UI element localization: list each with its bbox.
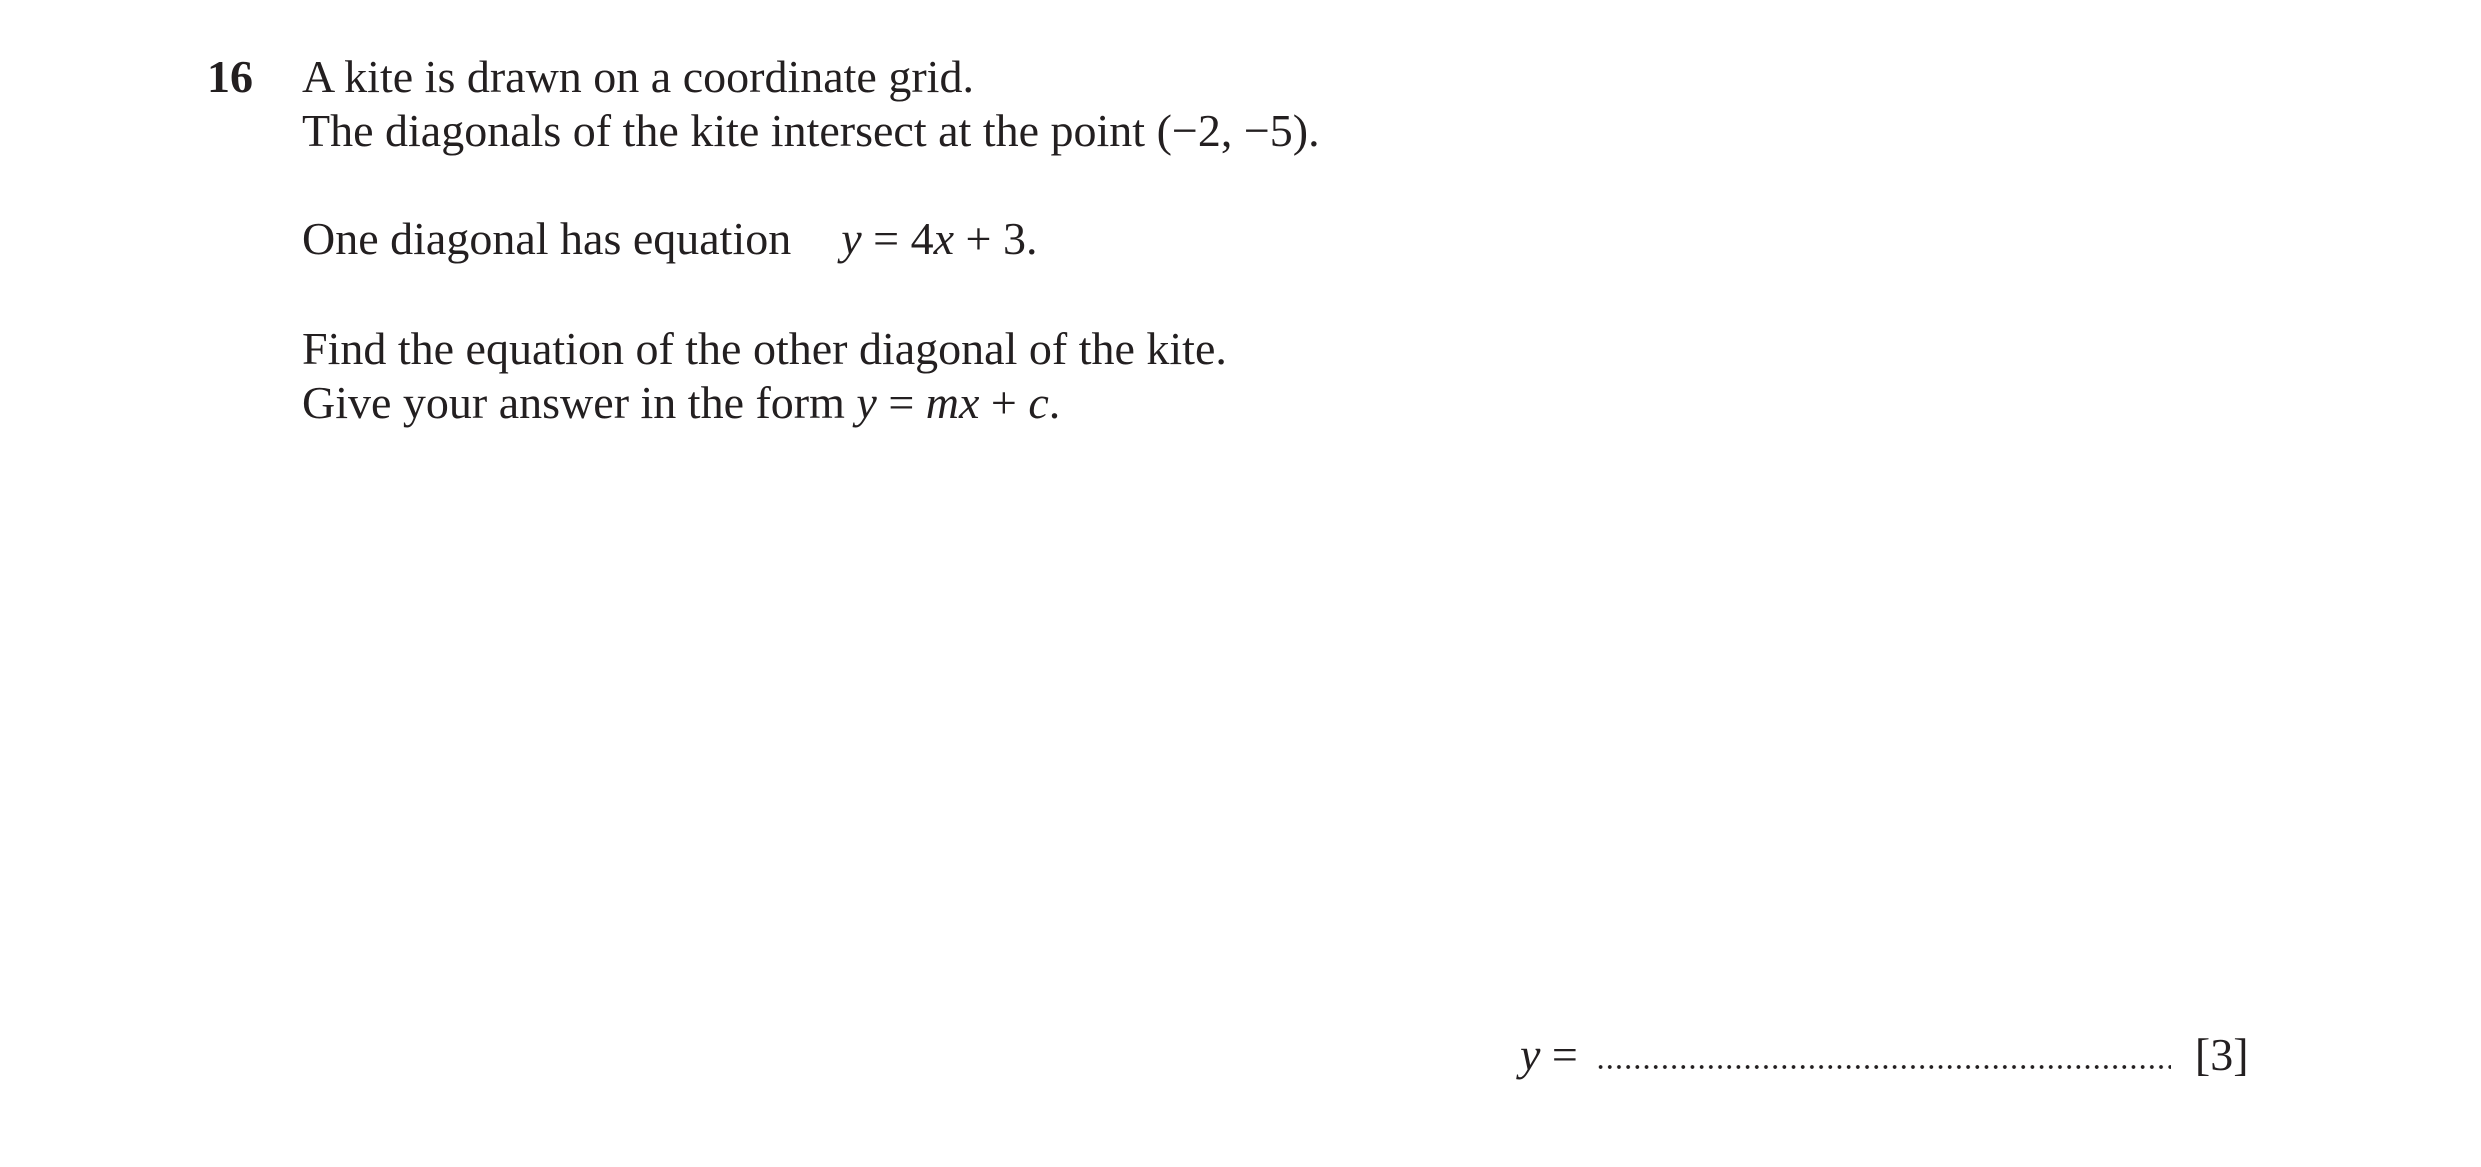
form-equals: = [876,377,926,428]
equation-variable-x: x [933,213,955,264]
form-mx: mx [925,377,980,428]
form-c: c [1028,377,1049,428]
question-line-3 [302,206,1038,272]
answer-form-text: Give your answer in the form [302,377,857,428]
equation-constant: + 3. [954,213,1038,264]
form-plus: + [979,377,1029,428]
question-line-4: Find the equation of the other diagonal of the kite. [302,323,1227,374]
answer-equals: = [1540,1029,1578,1080]
question-line-5 [302,370,1060,436]
equation-variable-y: y [841,213,862,264]
answer-variable-y: y [1520,1029,1541,1080]
form-end: . [1048,377,1061,428]
diagonal-equation-text: One diagonal has equation [302,213,792,264]
marks-label: [3] [2194,1029,2249,1080]
answer-line [1520,1022,2249,1088]
question-line-1: A kite is drawn on a coordinate grid. [302,51,974,102]
answer-dotted-line[interactable] [1596,1056,2171,1070]
form-variable-y: y [856,377,877,428]
equation-coefficient: = 4 [861,213,934,264]
question-number: 16 [207,51,253,102]
question-line-2: The diagonals of the kite intersect at the point (−2, −5). [302,105,1320,156]
